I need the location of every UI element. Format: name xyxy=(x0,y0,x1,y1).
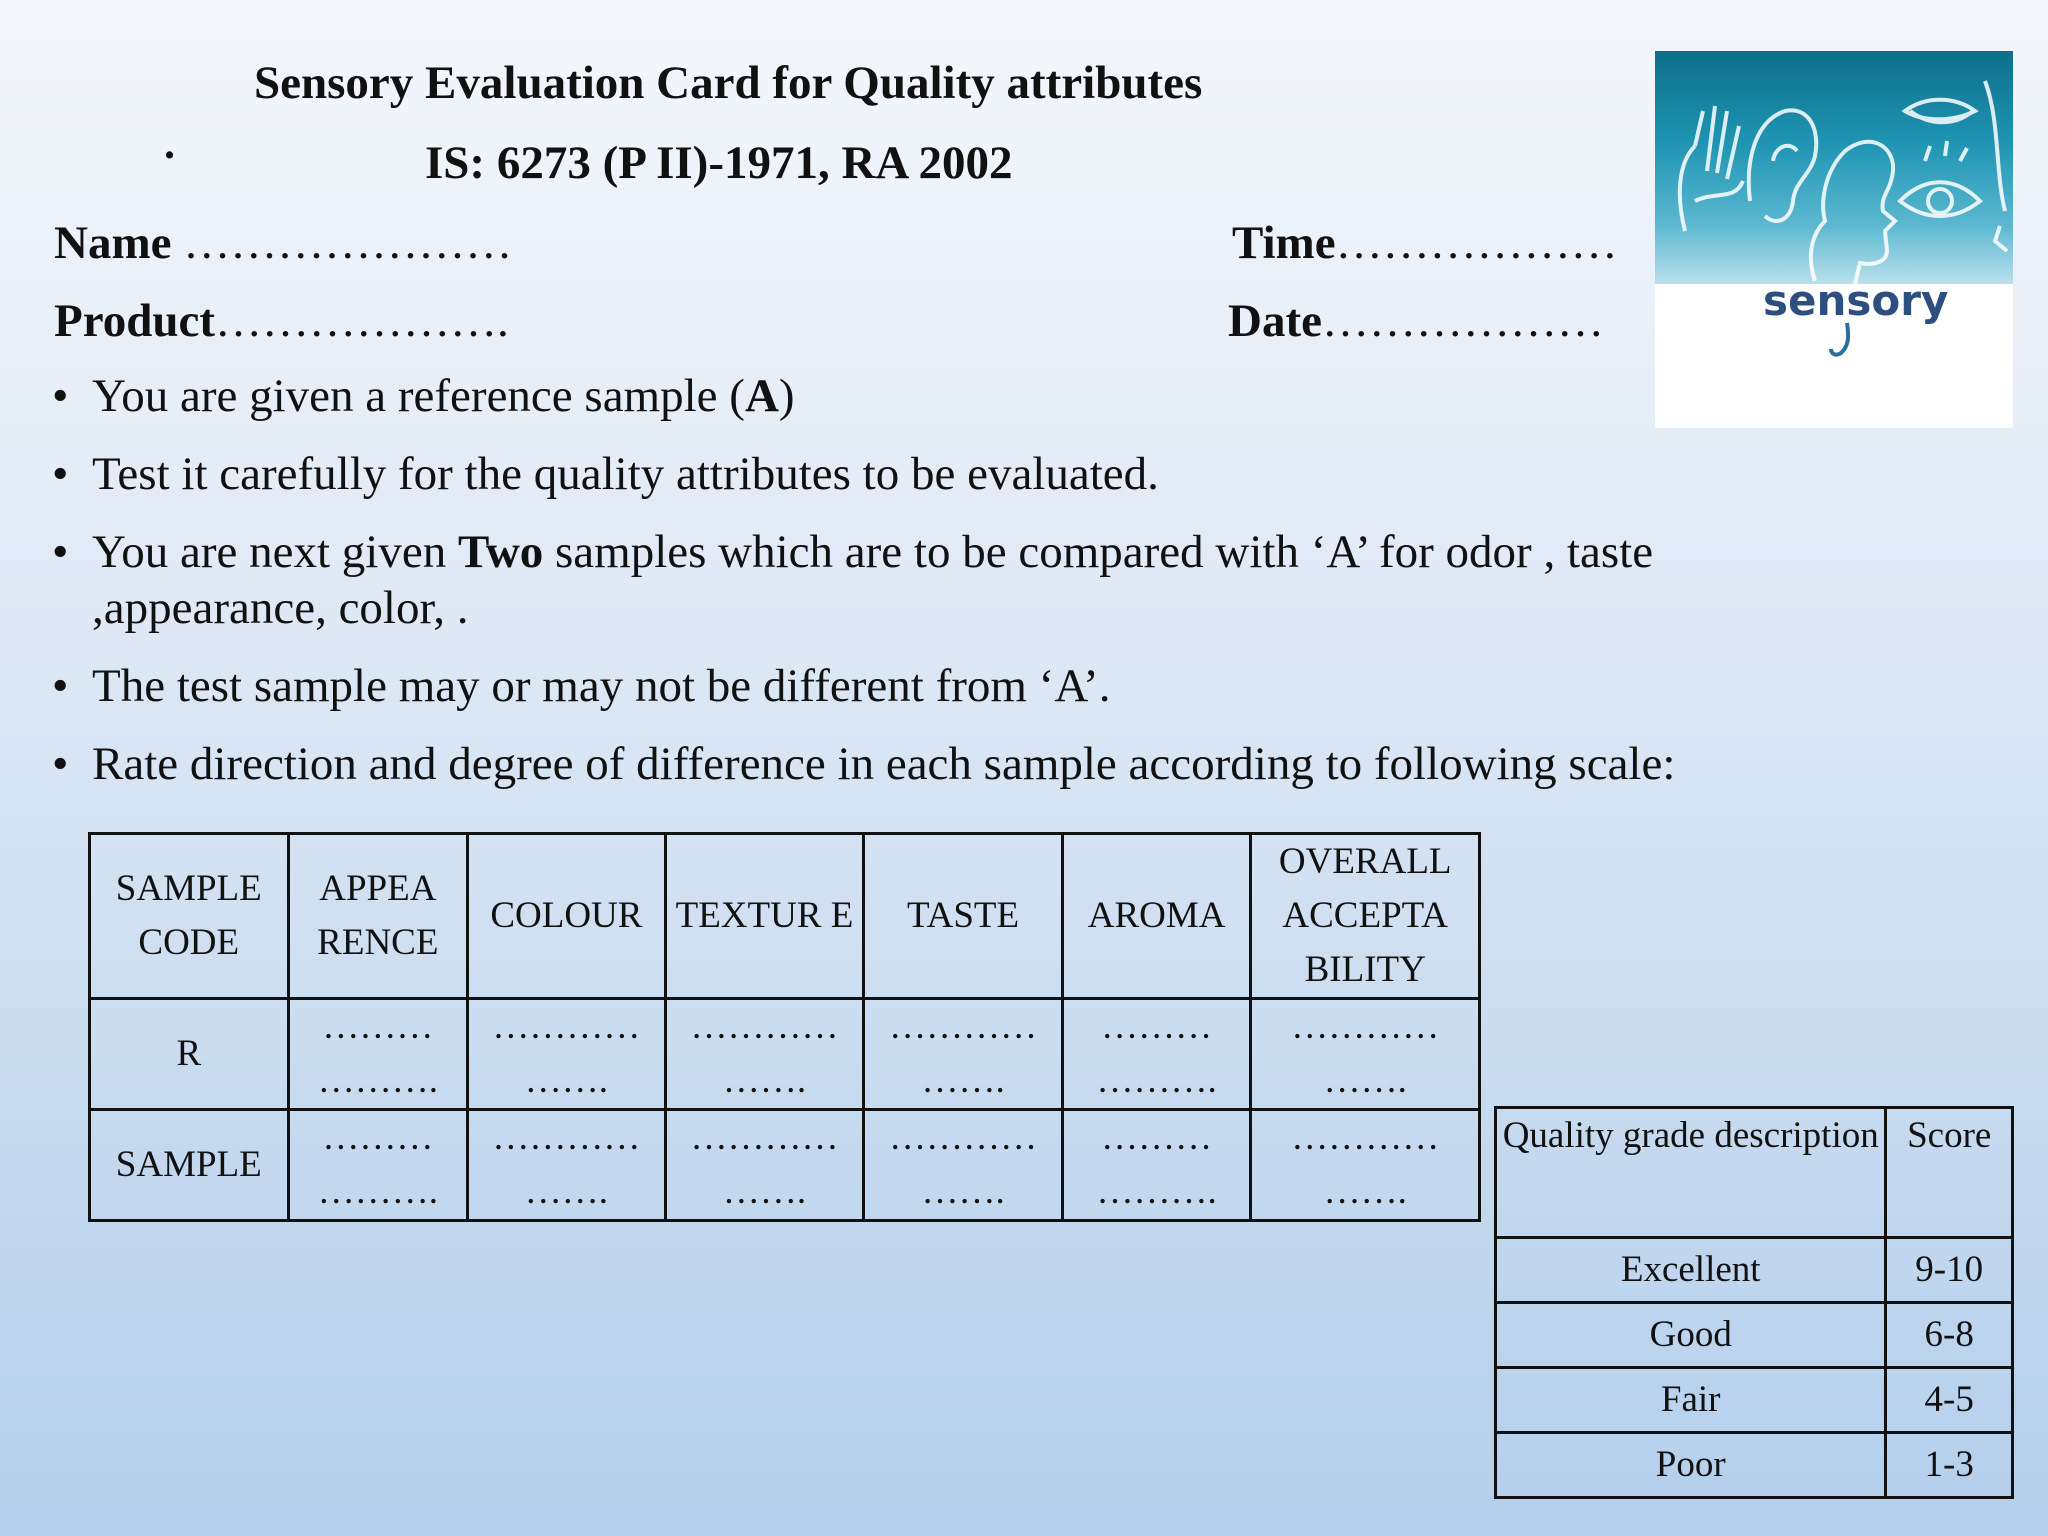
instruction-item xyxy=(52,736,1852,792)
senses-icon xyxy=(1655,51,2013,284)
blank-entry-cell: ………… ……. xyxy=(1251,1110,1480,1221)
score-cell: 9-10 xyxy=(1886,1238,2013,1303)
score-cell: 1-3 xyxy=(1886,1433,2013,1498)
instruction-text: You are given a reference sample ( xyxy=(92,370,745,422)
name-field xyxy=(54,216,512,270)
header-cell: COLOUR xyxy=(468,834,666,999)
instruction-text: ) xyxy=(778,370,795,422)
quality-grade-table xyxy=(1494,1106,2014,1499)
sample-code-cell: SAMPLE xyxy=(90,1110,289,1221)
grade-cell: Good xyxy=(1496,1303,1886,1368)
sample-code-cell: R xyxy=(90,999,289,1110)
instruction-text: The test sample may or may not be different from ‘A’. xyxy=(92,660,1111,712)
name-label: Name xyxy=(54,217,172,269)
table-row xyxy=(1496,1433,2013,1498)
instruction-item xyxy=(52,446,1852,502)
instruction-text: You are next given xyxy=(92,526,458,578)
blank-entry-cell: ………… ……. xyxy=(468,999,666,1110)
date-blank: ……………… xyxy=(1321,295,1604,347)
date-field xyxy=(1228,294,1604,348)
time-field xyxy=(1232,216,1618,270)
blank-entry-cell: ……… ………. xyxy=(1062,1110,1251,1221)
instruction-item xyxy=(52,524,1852,636)
grade-cell: Fair xyxy=(1496,1368,1886,1433)
logo-swoosh-icon xyxy=(1827,321,1867,361)
header-cell: TEXTUR E xyxy=(665,834,864,999)
table-row xyxy=(90,999,1480,1110)
score-cell: 6-8 xyxy=(1886,1303,2013,1368)
page-subtitle: IS: 6273 (P II)-1971, RA 2002 xyxy=(425,137,1013,189)
name-blank: ………………… xyxy=(171,217,513,269)
table-row xyxy=(90,1110,1480,1221)
header-cell: AROMA xyxy=(1062,834,1251,999)
blank-entry-cell: ……… ………. xyxy=(1062,999,1251,1110)
header-cell: Quality grade description xyxy=(1496,1108,1886,1238)
blank-entry-cell: ………… ……. xyxy=(468,1110,666,1221)
table-row xyxy=(1496,1303,2013,1368)
grade-cell: Poor xyxy=(1496,1433,1886,1498)
evaluation-table xyxy=(88,832,1481,1222)
instruction-text: samples which are to be compared with ‘A’ for odor , taste ,appearance, color, . xyxy=(92,526,1654,634)
header-cell: TASTE xyxy=(864,834,1063,999)
header-cell: Score xyxy=(1886,1108,2013,1238)
product-field xyxy=(54,294,509,348)
date-label: Date xyxy=(1228,295,1322,347)
sensory-logo-art xyxy=(1655,51,2013,284)
page-title: Sensory Evaluation Card for Quality attributes xyxy=(254,57,1203,109)
table-header-row xyxy=(1496,1108,2013,1238)
table-row xyxy=(1496,1238,2013,1303)
blank-entry-cell: ……… ………. xyxy=(288,1110,468,1221)
score-cell: 4-5 xyxy=(1886,1368,2013,1433)
instruction-text: Test it carefully for the quality attributes to be evaluated. xyxy=(92,448,1159,500)
header-cell: APPEA RENCE xyxy=(288,834,468,999)
header-cell: SAMPLE CODE xyxy=(90,834,289,999)
table-row xyxy=(1496,1368,2013,1433)
grade-cell: Excellent xyxy=(1496,1238,1886,1303)
table-header-row xyxy=(90,834,1480,999)
blank-entry-cell: ………… ……. xyxy=(864,1110,1063,1221)
instruction-item xyxy=(52,368,1852,424)
instruction-bold: Two xyxy=(457,526,544,578)
blank-entry-cell: ………… ……. xyxy=(1251,999,1480,1110)
instruction-bold: A xyxy=(744,370,779,422)
blank-entry-cell: ………… ……. xyxy=(665,1110,864,1221)
stray-dot: . xyxy=(164,119,175,168)
header-cell: OVERALL ACCEPTA BILITY xyxy=(1251,834,1480,999)
product-label: Product xyxy=(54,295,216,347)
instruction-item xyxy=(52,658,1852,714)
blank-entry-cell: ………… ……. xyxy=(864,999,1063,1110)
blank-entry-cell: ……… ………. xyxy=(288,999,468,1110)
time-label: Time xyxy=(1232,217,1336,269)
instructions-list xyxy=(52,368,1852,814)
time-blank: ……………… xyxy=(1335,217,1618,269)
instruction-text: Rate direction and degree of difference in each sample according to following scale: xyxy=(92,738,1676,790)
logo-text: sensory xyxy=(1763,276,1949,325)
product-blank: ………………. xyxy=(215,295,509,347)
blank-entry-cell: ………… ……. xyxy=(665,999,864,1110)
